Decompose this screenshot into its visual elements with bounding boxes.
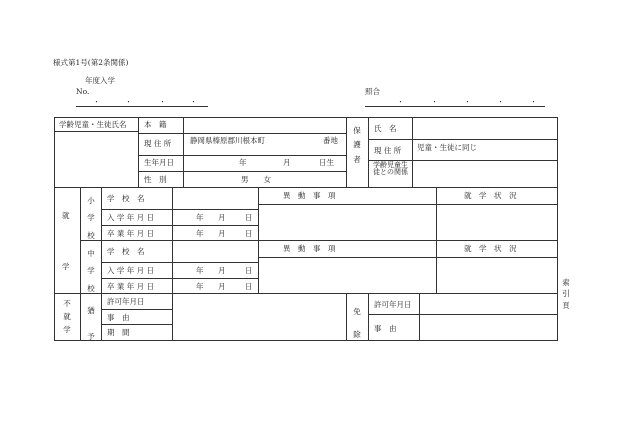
guardian-address-value: 児童・生徒に同じ xyxy=(417,143,477,152)
line xyxy=(368,117,369,187)
date-year-label: 年 xyxy=(196,229,204,238)
number-label: No. xyxy=(76,87,90,96)
line xyxy=(172,293,173,340)
line xyxy=(419,293,420,340)
separator-dot: ・ xyxy=(93,98,100,106)
table-bottom-border xyxy=(54,340,558,341)
reference-underline xyxy=(365,106,545,107)
banchi-label: 番地 xyxy=(323,136,338,145)
line xyxy=(80,293,81,340)
separator-dot: ・ xyxy=(464,98,471,106)
date-day-label: 日 xyxy=(245,282,253,291)
exemption-label: 免除 xyxy=(353,307,361,340)
elementary-change-header: 異 動 事 項 xyxy=(283,191,336,200)
line xyxy=(101,262,258,263)
date-month-label: 月 xyxy=(218,266,226,275)
line xyxy=(101,324,172,325)
birth-year-label: 年 xyxy=(239,158,247,167)
line xyxy=(346,117,347,187)
line xyxy=(368,293,369,340)
exemption-reason-label: 事 由 xyxy=(374,324,397,333)
elementary-school-label: 小学校 xyxy=(87,196,95,240)
line xyxy=(101,309,172,310)
line xyxy=(138,155,346,156)
line xyxy=(138,171,346,172)
date-day-label: 日 xyxy=(245,266,253,275)
separator-dot: ・ xyxy=(125,98,132,106)
line xyxy=(258,204,558,205)
elementary-status-header: 就 学 状 況 xyxy=(464,191,517,200)
line xyxy=(368,139,557,140)
address-value: 静岡県榛原郡川根本町 xyxy=(190,136,265,145)
guardian-address-label: 現 住 所 xyxy=(374,146,402,155)
junior-school-name-label: 学 校 名 xyxy=(107,247,145,256)
form-number: 様式第1号(第2条関係) xyxy=(53,58,129,67)
deferral-permit-date-label: 許可年月日 xyxy=(107,297,145,306)
date-year-label: 年 xyxy=(196,213,204,222)
line xyxy=(101,209,258,210)
separator-dot: ・ xyxy=(190,98,197,106)
date-month-label: 月 xyxy=(218,282,226,291)
line xyxy=(138,133,346,134)
enrollment-year-label: 年度入学 xyxy=(85,76,115,85)
line xyxy=(138,117,139,187)
line xyxy=(346,293,347,340)
separator-dot: ・ xyxy=(397,98,404,106)
line xyxy=(101,225,258,226)
junior-status-header: 就 学 状 況 xyxy=(464,244,517,253)
line xyxy=(54,131,138,132)
deferral-reason-label: 事 由 xyxy=(107,313,130,322)
number-underline xyxy=(76,106,208,107)
table-top-border xyxy=(54,117,558,118)
enrollment-side-bottom: 学 xyxy=(62,262,70,271)
junior-graduation-label: 卒 業 年 月 日 xyxy=(107,282,155,291)
line xyxy=(412,117,413,187)
date-year-label: 年 xyxy=(196,266,204,275)
elementary-admission-label: 入 学 年 月 日 xyxy=(107,213,155,222)
birth-month-label: 月 xyxy=(283,158,291,167)
junior-change-header: 異 動 事 項 xyxy=(283,244,336,253)
date-month-label: 月 xyxy=(218,229,226,238)
sex-value: 男 女 xyxy=(241,175,271,184)
line xyxy=(54,293,558,294)
address-label: 現 住 所 xyxy=(144,139,172,148)
elementary-school-name-label: 学 校 名 xyxy=(107,194,145,203)
separator-dot: ・ xyxy=(497,98,504,106)
line xyxy=(80,240,558,241)
date-year-label: 年 xyxy=(196,282,204,291)
birth-date-label: 生年月日 xyxy=(144,158,174,167)
birth-day-label: 日生 xyxy=(319,158,334,167)
honseki-label: 本 籍 xyxy=(144,120,167,129)
table-left-border xyxy=(54,117,55,341)
guardian-name-label: 氏 名 xyxy=(374,124,397,133)
sex-label: 性 別 xyxy=(144,175,167,184)
separator-dot: ・ xyxy=(530,98,537,106)
line xyxy=(101,293,102,340)
date-day-label: 日 xyxy=(245,213,253,222)
yuyo-label: 猶予 xyxy=(87,306,95,341)
guardian-relation-label: 学齢児童生徒との関係 xyxy=(373,161,408,177)
separator-dot: ・ xyxy=(431,98,438,106)
deferral-period-label: 期 間 xyxy=(107,328,130,337)
index-page-label: 索引頁 xyxy=(562,278,570,310)
junior-high-school-label: 中学校 xyxy=(87,249,95,293)
separator-dot: ・ xyxy=(159,98,166,106)
exemption-permit-date-label: 許可年月日 xyxy=(374,300,412,309)
line xyxy=(368,314,558,315)
table-right-border xyxy=(557,117,558,341)
date-month-label: 月 xyxy=(218,213,226,222)
elementary-graduation-label: 卒 業 年 月 日 xyxy=(107,229,155,238)
line xyxy=(101,278,258,279)
junior-admission-label: 入 学 年 月 日 xyxy=(107,266,155,275)
line xyxy=(183,117,184,187)
guardian-side-label: 保護者 xyxy=(353,126,361,164)
student-name-label: 学齢児童・生徒氏名 xyxy=(59,120,127,129)
reference-label: 照合 xyxy=(365,87,380,96)
line xyxy=(258,257,558,258)
fushugaku-label: 不就学 xyxy=(63,299,71,334)
enrollment-side-top: 就 xyxy=(62,211,70,220)
date-day-label: 日 xyxy=(245,229,253,238)
line xyxy=(54,187,558,188)
